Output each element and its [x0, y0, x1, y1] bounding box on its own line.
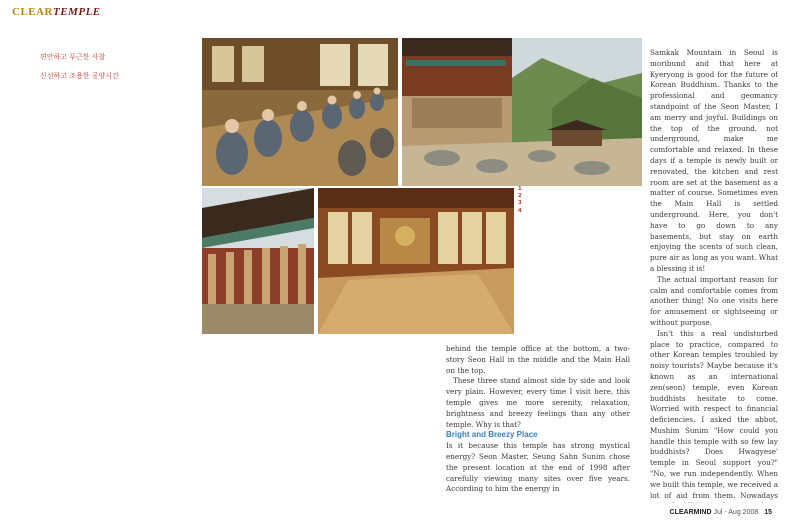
english-column-2: Samkak Mountain in Seoul is moribund and that here at Kyeryong is good for the future of Korean Buddhism. Thanks to the professional and geomancy standpoint of the Seon Master, I am merry and joyful. Buildings on the top of the ground, not underground, make me comfortable and relaxed. In these days if a temple is newly built or renovated, the kitchen and rest room are set at the basement as a matter of course. Sometimes even the Main Hall is settled underground. Here, you don't have to go down to any basements, but stay on earth enjoying the scents of such clean, pure air as long as you want. What a blessing it is! The actual important reason for calm and comfortable comes from another thing! No one visits here for amusement or sightseeing or without purpose. Isn't this a real undisturbed place to practice, compared to other Korean temples troubled by noisy tourists? Maybe because it's known as an international zen(seon) temple, even Korean buddhists hesitate to come. Worried with respect to financial deficiencies, I asked the abbot, Mushim Sunim "How could you handle this temple with so few lay buddhists? Does Hwagyese' temple in Seoul support you?" "No, we run independently. When we built this temple, we received a lot of aid from them. Nowadays — [650, 48, 778, 500]
photo-temple-corridor — [202, 188, 314, 334]
photo-temple-exterior — [402, 38, 642, 186]
english-column-1: behind the temple office at the bottom, a two-story Seon Hall in the middle and the Main Hall on the top. These three stand almost side by side and look very plain. However, every time I visit here, this temple gives me more serenity, relaxation, brightness and breezy feelings than any other temple. Why is that? Bright and Breezy Place Is it because this temple has strong mystical energy? Seon Master, Seung Sahn Sunim chose the present location at the end of 1998 after carefully viewing many sites over five years. According to him the energy in — [446, 344, 630, 494]
caption-2: 2 — [518, 193, 522, 200]
photo-hall-interior — [318, 188, 514, 334]
page-footer — [670, 509, 772, 516]
caption-4: 4 — [518, 207, 522, 214]
photo-meditation-hall — [202, 38, 398, 186]
korean-heading-2: 신선하고 조용한 공양시간 — [40, 71, 119, 80]
caption-3: 3 — [518, 200, 522, 207]
caption-1: 1 — [518, 186, 522, 192]
korean-column-1 — [40, 48, 188, 498]
section-heading-bright: Bright and Breezy Place — [446, 430, 538, 440]
page-number: 15 — [764, 509, 772, 516]
magazine-logo: CLEARTEMPLE — [12, 6, 101, 18]
footer-issue: Jul - Aug 2008 — [713, 509, 759, 516]
footer-magazine: CLEARMIND — [669, 509, 712, 516]
korean-heading-1: 편안하고 푸근한 사찰 — [40, 53, 106, 61]
photo-captions — [518, 186, 628, 215]
